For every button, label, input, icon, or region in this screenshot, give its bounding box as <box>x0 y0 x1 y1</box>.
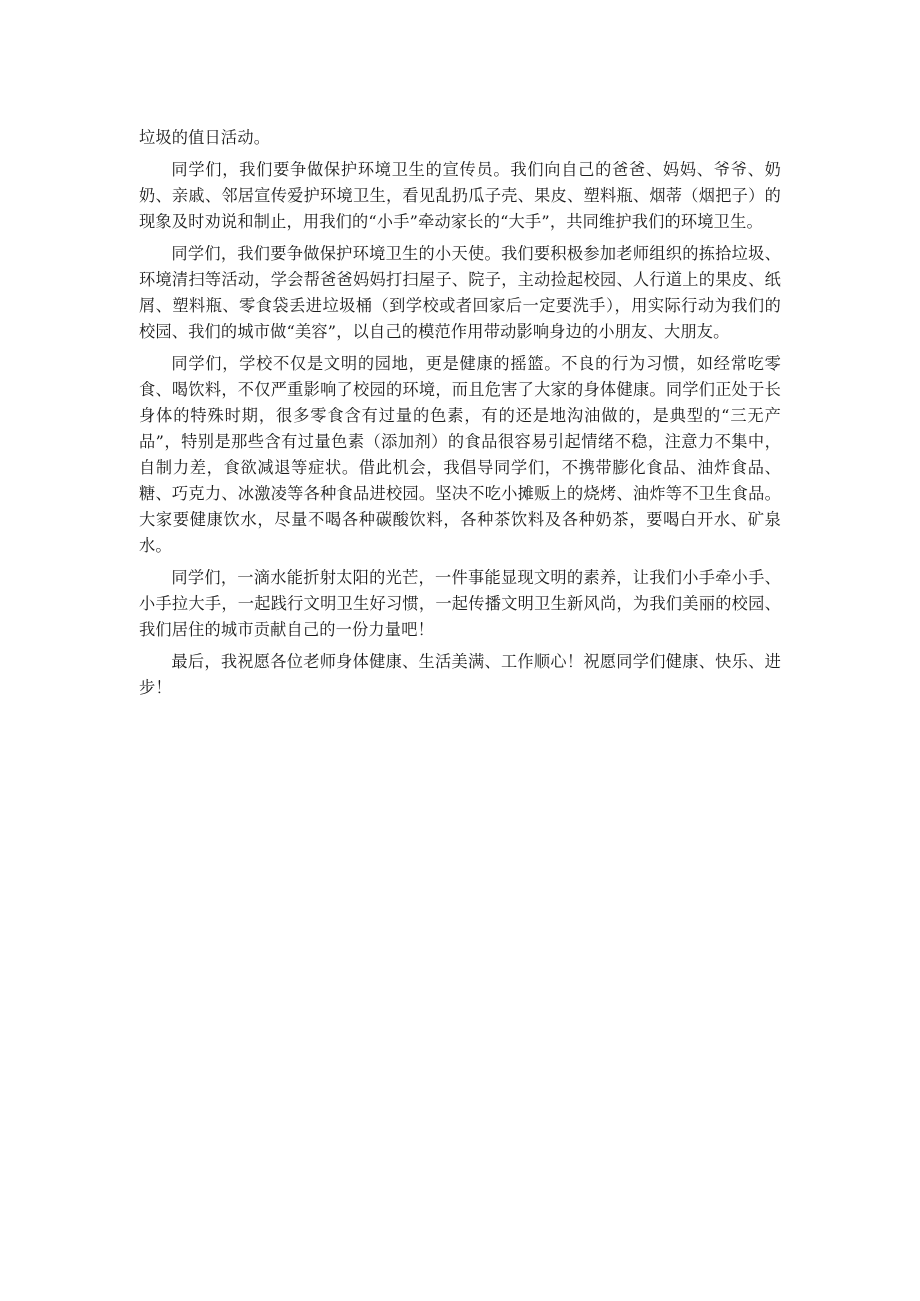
paragraph-little-angel: 同学们，我们要争做保护环境卫生的小天使。我们要积极参加老师组织的拣拾垃圾、环境清扫等活动，学会帮爸爸妈妈打扫屋子、院子，主动捡起校园、人行道上的果皮、纸屑、塑料瓶、零食袋丢进垃圾桶（到学校或者回家后一定要洗手），用实际行动为我们的校园、我们的城市做“美容”，以自己的模范作用带动影响身边的小朋友、大朋友。 <box>139 244 781 341</box>
paragraph-continuation: 垃圾的值日活动。 <box>139 128 271 147</box>
document-body <box>139 125 781 707</box>
paragraph-closing-wishes: 最后，我祝愿各位老师身体健康、生活美满、工作顺心！祝愿同学们健康、快乐、进步！ <box>139 652 781 697</box>
paragraph-call-to-action: 同学们，一滴水能折射太阳的光芒，一件事能显现文明的素养，让我们小手牵小手、小手拉大手，一起践行文明卫生好习惯，一起传播文明卫生新风尚，为我们美丽的校园、我们居住的城市贡献自己的一份力量吧！ <box>139 568 781 639</box>
paragraph-health: 同学们，学校不仅是文明的园地，更是健康的摇篮。不良的行为习惯，如经常吃零食、喝饮料，不仅严重影响了校园的环境，而且危害了大家的身体健康。同学们正处于长身体的特殊时期，很多零食含有过量的色素，有的还是地沟油做的，是典型的“三无产品”，特别是那些含有过量色素（添加剂）的食品很容易引起情绪不稳，注意力不集中，自制力差，食欲减退等症状。借此机会，我倡导同学们，不携带膨化食品、油炸食品、糖、巧克力、冰激凌等各种食品进校园。坚决不吃小摊贩上的烧烤、油炸等不卫生食品。大家要健康饮水，尽量不喝各种碳酸饮料，各种茶饮料及各种奶茶，要喝白开水、矿泉水。 <box>139 354 781 555</box>
paragraph-publicity: 同学们，我们要争做保护环境卫生的宣传员。我们向自己的爸爸、妈妈、爷爷、奶奶、亲戚、邻居宣传爱护环境卫生，看见乱扔瓜子壳、果皮、塑料瓶、烟蒂（烟把子）的现象及时劝说和制止，用我们的“小手”牵动家长的“大手”，共同维护我们的环境卫生。 <box>139 160 781 231</box>
